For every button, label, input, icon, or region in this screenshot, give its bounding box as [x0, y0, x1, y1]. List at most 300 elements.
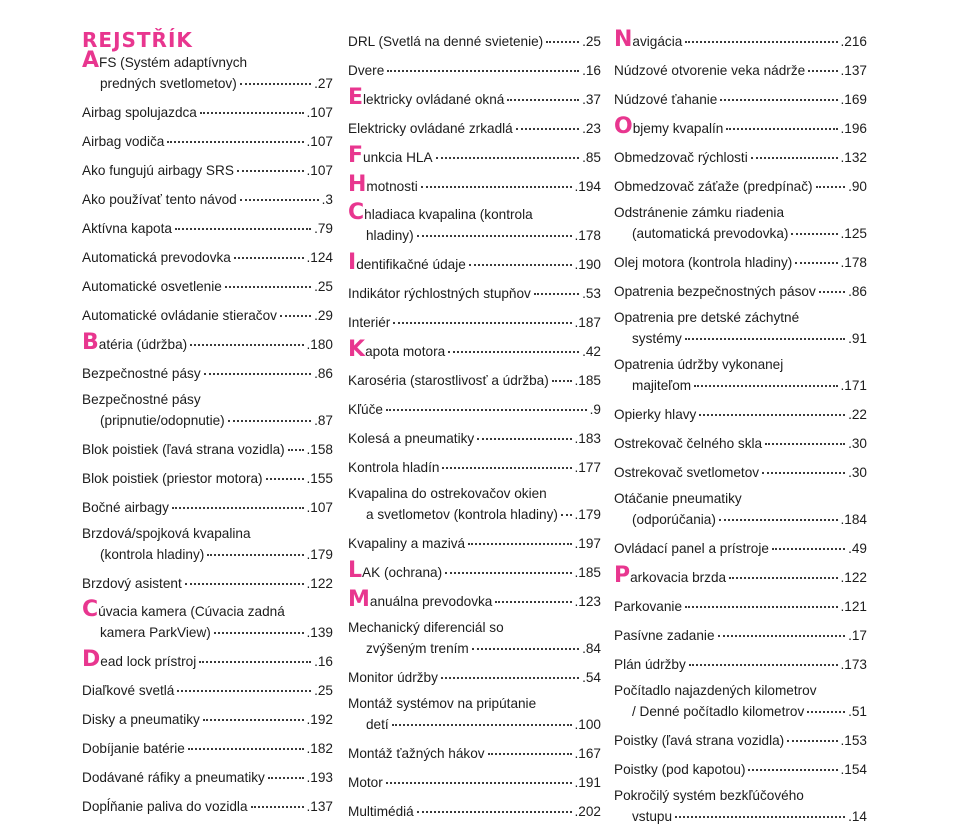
entry-label: FS (Systém adaptívnych [99, 55, 248, 70]
entry-label: Dvere [348, 63, 385, 78]
entry-line [82, 304, 333, 325]
index-entry [614, 461, 867, 482]
dot-leader [765, 429, 845, 445]
page-number: .178 [840, 255, 867, 270]
dot-leader [188, 734, 304, 750]
index-entry [614, 88, 867, 109]
dot-leader [772, 534, 845, 550]
dot-leader [214, 618, 304, 634]
dot-leader [808, 56, 837, 72]
dot-leader [816, 172, 846, 188]
entry-label: Automatická prevodovka [82, 250, 231, 265]
index-column-2 [348, 30, 601, 829]
entry-line [348, 587, 601, 612]
index-entry [348, 742, 601, 763]
page-number: .137 [306, 799, 333, 814]
page-number: .121 [840, 599, 867, 614]
entry-label: predných svetlometov) [100, 76, 237, 91]
page-number: .16 [314, 654, 333, 669]
section-initial-letter: C [82, 597, 99, 622]
entry-line [614, 88, 867, 109]
entry-line [348, 337, 601, 362]
page-number: .3 [321, 192, 333, 207]
index-entry [614, 758, 867, 779]
entry-label: Opatrenia pre detské záchytné [614, 310, 800, 325]
page-number: .86 [314, 366, 333, 381]
entry-label: Bezpečnostné pásy [82, 366, 201, 381]
entry-label: Poistky (pod kapotou) [614, 762, 746, 777]
dot-leader [190, 330, 303, 346]
index-entry [82, 188, 333, 209]
dot-leader [185, 569, 304, 585]
index-entry [348, 30, 601, 51]
index-entry [82, 246, 333, 267]
index-entry [614, 114, 867, 139]
entry-label: kamera ParkView) [100, 625, 211, 640]
index-entry [348, 800, 601, 821]
entry-label: Motor [348, 775, 383, 790]
page-title: REJSTŘÍK [82, 28, 193, 52]
index-entry [82, 737, 333, 758]
page-number: .183 [574, 431, 601, 446]
entry-line [348, 143, 601, 168]
entry-label: Ako používať tento návod [82, 192, 237, 207]
index-entry [82, 391, 333, 430]
entry-line [614, 146, 867, 167]
dot-leader [694, 371, 837, 387]
entry-label: hladiny) [366, 228, 414, 243]
entry-continuation-line [348, 503, 601, 524]
page-number: .22 [848, 407, 867, 422]
index-column-3 [614, 27, 867, 834]
page-number: .169 [840, 92, 867, 107]
dot-leader [204, 359, 311, 375]
entry-label: motnosti [366, 179, 418, 194]
entry-line [614, 27, 867, 52]
entry-label: Olej motora (kontrola hladiny) [614, 255, 793, 270]
entry-line [614, 403, 867, 424]
page-number: .184 [840, 512, 867, 527]
entry-label: Dodávané ráfiky a pneumatiky [82, 770, 265, 785]
dot-leader [791, 219, 837, 235]
entry-label: Dobíjanie batérie [82, 741, 185, 756]
index-entry [614, 729, 867, 750]
index-entry [348, 427, 601, 448]
entry-line [82, 737, 333, 758]
index-entry [348, 282, 601, 303]
dot-leader [488, 739, 572, 755]
page-number: .107 [306, 134, 333, 149]
entry-line [82, 275, 333, 296]
page-number: .100 [574, 717, 601, 732]
entry-line [82, 572, 333, 593]
index-entry [614, 146, 867, 167]
entry-line [82, 766, 333, 787]
page-number: .124 [306, 250, 333, 265]
entry-label: (odporúčania) [632, 512, 716, 527]
entry-label: a svetlometov (kontrola hladiny) [366, 507, 558, 522]
dot-leader [477, 424, 571, 440]
entry-label: Parkovanie [614, 599, 683, 614]
page-number: .91 [848, 331, 867, 346]
entry-label: Plán údržby [614, 657, 686, 672]
page-number: .137 [840, 63, 867, 78]
dot-leader [237, 156, 304, 172]
page-number: .185 [574, 373, 601, 388]
page-number: .193 [306, 770, 333, 785]
dot-leader [199, 647, 311, 663]
page-number: .23 [582, 121, 601, 136]
entry-label: ead lock prístroj [100, 654, 197, 669]
index-entry [614, 356, 867, 395]
page-number: .158 [306, 442, 333, 457]
dot-leader [442, 453, 571, 469]
page-number: .14 [848, 809, 867, 824]
dot-leader [266, 464, 304, 480]
dot-leader [748, 755, 837, 771]
index-entry [614, 27, 867, 52]
entry-line [82, 438, 333, 459]
dot-leader [787, 726, 837, 742]
page-number: .25 [582, 34, 601, 49]
entry-label: Indikátor rýchlostných stupňov [348, 286, 531, 301]
page-number: .177 [574, 460, 601, 475]
index-entry [614, 204, 867, 243]
index-entry [82, 275, 333, 296]
index-entry [82, 362, 333, 383]
page-number: .178 [574, 228, 601, 243]
index-entry [82, 101, 333, 122]
page-number: .123 [574, 594, 601, 609]
entry-label: zvýšeným trením [366, 641, 469, 656]
index-entry [348, 587, 601, 612]
index-entry [82, 130, 333, 151]
index-entry [614, 490, 867, 529]
entry-line [614, 758, 867, 779]
page-number: .107 [306, 500, 333, 515]
index-entry [614, 403, 867, 424]
entry-label: majiteľom [632, 378, 692, 393]
page-number: .30 [848, 465, 867, 480]
dot-leader [225, 272, 311, 288]
entry-line [82, 362, 333, 383]
index-entry [614, 280, 867, 301]
entry-label: Opatrenia údržby vykonanej [614, 357, 784, 372]
entry-label: Blok poistiek (ľavá strana vozidla) [82, 442, 285, 457]
dot-leader [516, 114, 579, 130]
index-entry [82, 467, 333, 488]
dot-leader [240, 69, 311, 85]
section-initial-letter: B [82, 330, 99, 355]
index-entry [614, 251, 867, 272]
entry-continuation-line [614, 508, 867, 529]
index-entry [348, 485, 601, 524]
entry-label: Automatické ovládanie stieračov [82, 308, 277, 323]
entry-line [82, 467, 333, 488]
entry-label: (pripnutie/odopnutie) [100, 413, 225, 428]
entry-line [614, 280, 867, 301]
index-entry [82, 330, 333, 355]
page-number: .191 [574, 775, 601, 790]
page-number: .51 [848, 704, 867, 719]
page-number: .29 [314, 308, 333, 323]
entry-label: Kľúče [348, 402, 383, 417]
entry-label: Blok poistiek (priestor motora) [82, 471, 263, 486]
page-number: .173 [840, 657, 867, 672]
index-entry [614, 309, 867, 348]
section-initial-letter: F [348, 143, 364, 168]
entry-line [82, 188, 333, 209]
entry-line [348, 456, 601, 477]
entry-label: Núdzové ťahanie [614, 92, 718, 107]
page-number: .90 [848, 179, 867, 194]
index-entry [348, 311, 601, 332]
index-entry [348, 250, 601, 275]
dot-leader [441, 663, 579, 679]
dot-leader [175, 214, 311, 230]
entry-label: vstupu [632, 809, 673, 824]
dot-leader [699, 400, 845, 416]
index-entry [614, 682, 867, 721]
index-entry [348, 532, 601, 553]
index-entry [82, 679, 333, 700]
index-entry [348, 619, 601, 658]
index-entry [348, 117, 601, 138]
section-initial-letter: N [614, 27, 633, 52]
dot-leader [387, 56, 579, 72]
entry-label: arkovacia brzda [630, 570, 727, 585]
entry-line [348, 172, 601, 197]
entry-label: systémy [632, 331, 682, 346]
dot-leader [762, 458, 845, 474]
dot-leader [719, 505, 838, 521]
index-entry [614, 624, 867, 645]
dot-leader [685, 592, 838, 608]
entry-label: Airbag vodiča [82, 134, 165, 149]
entry-continuation-line [348, 637, 601, 658]
section-initial-letter: P [614, 563, 631, 588]
page-number: .216 [840, 34, 867, 49]
entry-label: Monitor údržby [348, 670, 438, 685]
entry-line [82, 708, 333, 729]
entry-label: Otáčanie pneumatiky [614, 491, 742, 506]
dot-leader [200, 98, 304, 114]
entry-label: atéria (údržba) [98, 337, 188, 352]
dot-leader [561, 500, 572, 516]
page-number: .53 [582, 286, 601, 301]
entry-label: Kvapalina do ostrekovačov okien [348, 486, 547, 501]
entry-continuation-line [348, 713, 601, 734]
page-number: .49 [848, 541, 867, 556]
entry-label: apota motora [365, 344, 446, 359]
entry-label: Ako fungujú airbagy SRS [82, 163, 234, 178]
entry-label: Pokročilý systém bezkľúčového [614, 788, 804, 803]
index-entry [348, 398, 601, 419]
index-entry [348, 85, 601, 110]
entry-line [82, 496, 333, 517]
section-initial-letter: E [348, 85, 364, 110]
page-number: .17 [848, 628, 867, 643]
page-number: .25 [314, 683, 333, 698]
dot-leader [495, 587, 571, 603]
dot-leader [251, 792, 304, 808]
page-number: .167 [574, 746, 601, 761]
entry-line [348, 742, 601, 763]
entry-line [614, 729, 867, 750]
entry-label: Kolesá a pneumatiky [348, 431, 475, 446]
entry-label: Dopĺňanie paliva do vozidla [82, 799, 248, 814]
entry-line [348, 771, 601, 792]
entry-line [82, 246, 333, 267]
section-initial-letter: H [348, 172, 367, 197]
dot-leader [172, 493, 304, 509]
entry-label: Airbag spolujazdca [82, 105, 197, 120]
page-number: .192 [306, 712, 333, 727]
entry-label: Disky a pneumatiky [82, 712, 200, 727]
entry-label: Interiér [348, 315, 391, 330]
dot-leader [720, 85, 837, 101]
entry-label: úvacia kamera (Cúvacia zadná [98, 604, 285, 619]
entry-line [82, 217, 333, 238]
entry-continuation-line [82, 543, 333, 564]
page-number: .154 [840, 762, 867, 777]
index-entry [614, 537, 867, 558]
entry-line [348, 59, 601, 80]
page-number: .27 [314, 76, 333, 91]
entry-line [614, 461, 867, 482]
dot-leader [685, 27, 837, 43]
entry-line [614, 595, 867, 616]
entry-continuation-line [614, 374, 867, 395]
index-entry [348, 59, 601, 80]
dot-leader [417, 221, 572, 237]
dot-leader [421, 172, 572, 188]
section-initial-letter: O [614, 114, 633, 139]
dot-leader [469, 250, 572, 266]
dot-leader [546, 27, 579, 43]
entry-line [348, 85, 601, 110]
index-entry [348, 558, 601, 583]
dot-leader [675, 802, 845, 818]
page-number: .107 [306, 163, 333, 178]
entry-line [348, 30, 601, 51]
page-number: .37 [582, 92, 601, 107]
entry-line [82, 330, 333, 355]
page-number: .25 [314, 279, 333, 294]
dot-leader [288, 435, 304, 451]
entry-line [348, 558, 601, 583]
index-entry [82, 159, 333, 180]
dot-leader [386, 768, 572, 784]
dot-leader [207, 540, 303, 556]
page-number: .187 [574, 315, 601, 330]
entry-label: Kontrola hladín [348, 460, 440, 475]
index-entry [614, 432, 867, 453]
entry-label: Montáž systémov na pripútanie [348, 696, 537, 711]
index-entry [82, 766, 333, 787]
dot-leader [234, 243, 304, 259]
dot-leader [729, 563, 837, 579]
entry-label: Brzdová/spojková kvapalina [82, 526, 251, 541]
page-number: .179 [574, 507, 601, 522]
entry-label: DRL (Svetlá na denné svietenie) [348, 34, 544, 49]
entry-label: / Denné počítadlo kilometrov [632, 704, 805, 719]
dot-leader [795, 248, 837, 264]
page-number: .84 [582, 641, 601, 656]
entry-line [82, 795, 333, 816]
index-entry [614, 653, 867, 674]
page-number: .180 [306, 337, 333, 352]
entry-label: Montáž ťažných hákov [348, 746, 485, 761]
entry-continuation-line [614, 700, 867, 721]
dot-leader [689, 650, 838, 666]
entry-line [348, 800, 601, 821]
entry-label: lektricky ovládané okná [363, 92, 505, 107]
entry-label: (automatická prevodovka) [632, 226, 789, 241]
entry-label: AK (ochrana) [362, 565, 443, 580]
entry-continuation-line [348, 224, 601, 245]
index-entry [614, 595, 867, 616]
page-number: .122 [306, 576, 333, 591]
index-entry [348, 337, 601, 362]
entry-line [348, 398, 601, 419]
entry-line [348, 427, 601, 448]
page-number: .30 [848, 436, 867, 451]
page-number: .185 [574, 565, 601, 580]
section-initial-letter: D [82, 647, 101, 672]
dot-leader [240, 185, 319, 201]
index-entry [82, 572, 333, 593]
dot-leader [472, 634, 579, 650]
entry-line [348, 117, 601, 138]
entry-label: Núdzové otvorenie veka nádrže [614, 63, 806, 78]
entry-label: Aktívna kapota [82, 221, 172, 236]
page-number: .190 [574, 257, 601, 272]
index-entry [82, 438, 333, 459]
dot-leader [177, 676, 311, 692]
entry-continuation-line [82, 621, 333, 642]
index-entry [82, 708, 333, 729]
index-entry [82, 304, 333, 325]
entry-label: Mechanický diferenciál so [348, 620, 504, 635]
entry-label: Ostrekovač svetlometov [614, 465, 760, 480]
index-entry [348, 143, 601, 168]
entry-line [614, 175, 867, 196]
entry-line [614, 432, 867, 453]
entry-line [348, 282, 601, 303]
index-entry [82, 496, 333, 517]
dot-leader [393, 308, 571, 324]
entry-label: hladiaca kvapalina (kontrola [364, 207, 533, 222]
index-entry [82, 597, 333, 642]
entry-label: (kontrola hladiny) [100, 547, 205, 562]
entry-label: Automatické osvetlenie [82, 279, 222, 294]
entry-label: Bočné airbagy [82, 500, 169, 515]
dot-leader [534, 279, 579, 295]
dot-leader [507, 85, 579, 101]
entry-label: Brzdový asistent [82, 576, 182, 591]
index-entry [348, 456, 601, 477]
entry-line [348, 532, 601, 553]
entry-label: Kvapaliny a mazivá [348, 536, 466, 551]
dot-leader [203, 705, 304, 721]
entry-label: Ovládací panel a prístroje [614, 541, 769, 556]
section-initial-letter: C [348, 200, 365, 225]
dot-leader [167, 127, 303, 143]
entry-line [614, 624, 867, 645]
entry-label: avigácia [632, 34, 683, 49]
entry-label: detí [366, 717, 389, 732]
